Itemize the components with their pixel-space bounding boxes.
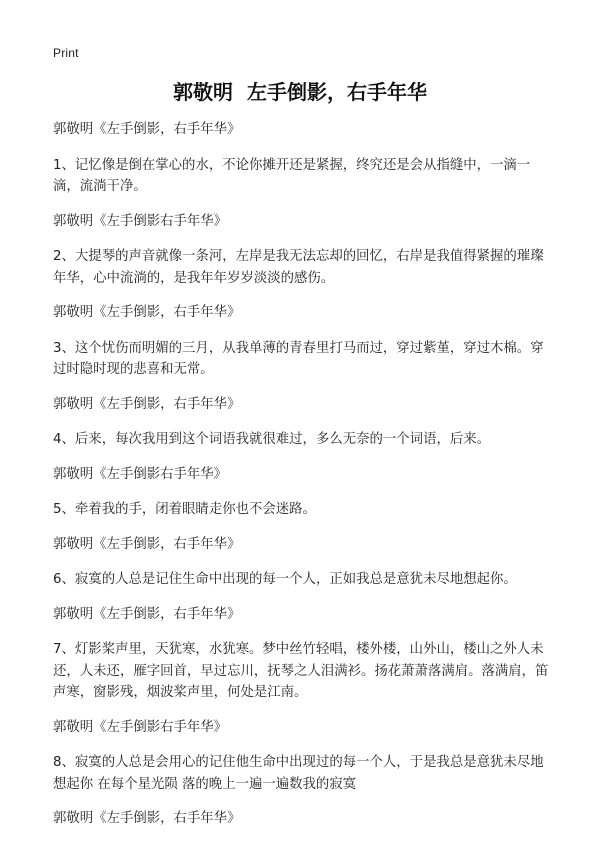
- print-label: Print: [53, 46, 79, 60]
- document-body: [53, 119, 553, 844]
- attribution-line: 郭敬明《左手倒影，右手年华》: [53, 396, 241, 412]
- attribution-line: 郭敬明《左手倒影右手年华》: [53, 213, 228, 229]
- attribution-line: 郭敬明《左手倒影，右手年华》: [53, 305, 241, 320]
- attribution-line: 郭敬明《左手倒影，右手年华》: [53, 122, 241, 137]
- quote-paragraph: 5、牵着我的手，闭着眼睛走你也不会迷路。: [53, 502, 316, 517]
- attribution-line: 郭敬明《左手倒影右手年华》: [53, 719, 228, 735]
- attribution-line: 郭敬明《左手倒影右手年华》: [53, 466, 228, 482]
- quote-paragraph: 2、大提琴的声音就像一条河，左岸是我无法忘却的回忆，右岸是我值得紧握的璀璨年华，心中流淌的，是我年年岁岁淡淡的感伤。: [53, 249, 544, 286]
- document-title: 郭敬明 左手倒影，右手年华: [173, 80, 427, 104]
- quote-paragraph: 3、这个忧伤而明媚的三月，从我单薄的青春里打马而过，穿过紫堇，穿过木棉。穿过时隐时现的悲喜和无常。: [53, 340, 544, 377]
- attribution-line: 郭敬明《左手倒影，右手年华》: [53, 606, 241, 622]
- attribution-line: 郭敬明《左手倒影，右手年华》: [53, 536, 241, 552]
- attribution-line: 郭敬明《左手倒影，右手年华》: [53, 811, 241, 826]
- quote-paragraph: 4、后来，每次我用到这个词语我就很难过，多么无奈的一个词语，后来。: [53, 432, 491, 447]
- quote-paragraph: 7、灯影桨声里，天犹寒，水犹寒。梦中丝竹轻唱，楼外楼，山外山，楼山之外人未还，人未还，雁字回首，早过忘川，抚琴之人泪满衫。扬花萧萧落满肩。落满肩，笛声寒，窗影残，烟波桨声里，何处是江南。: [53, 642, 549, 700]
- quote-paragraph: 6、寂寞的人总是记住生命中出现的每一个人，正如我总是意犹未尽地想起你。: [53, 572, 517, 587]
- quote-paragraph: 1、记忆像是倒在掌心的水，不论你摊开还是紧握，终究还是会从指缝中，一滴一滴，流淌干净。: [53, 157, 531, 194]
- quote-paragraph: 8、寂寞的人总是会用心的记住他生命中出现过的每一个人，于是我总是意犹未尽地想起你 在每个星光陨 落的晚上一遍一遍数我的寂寞: [53, 755, 544, 792]
